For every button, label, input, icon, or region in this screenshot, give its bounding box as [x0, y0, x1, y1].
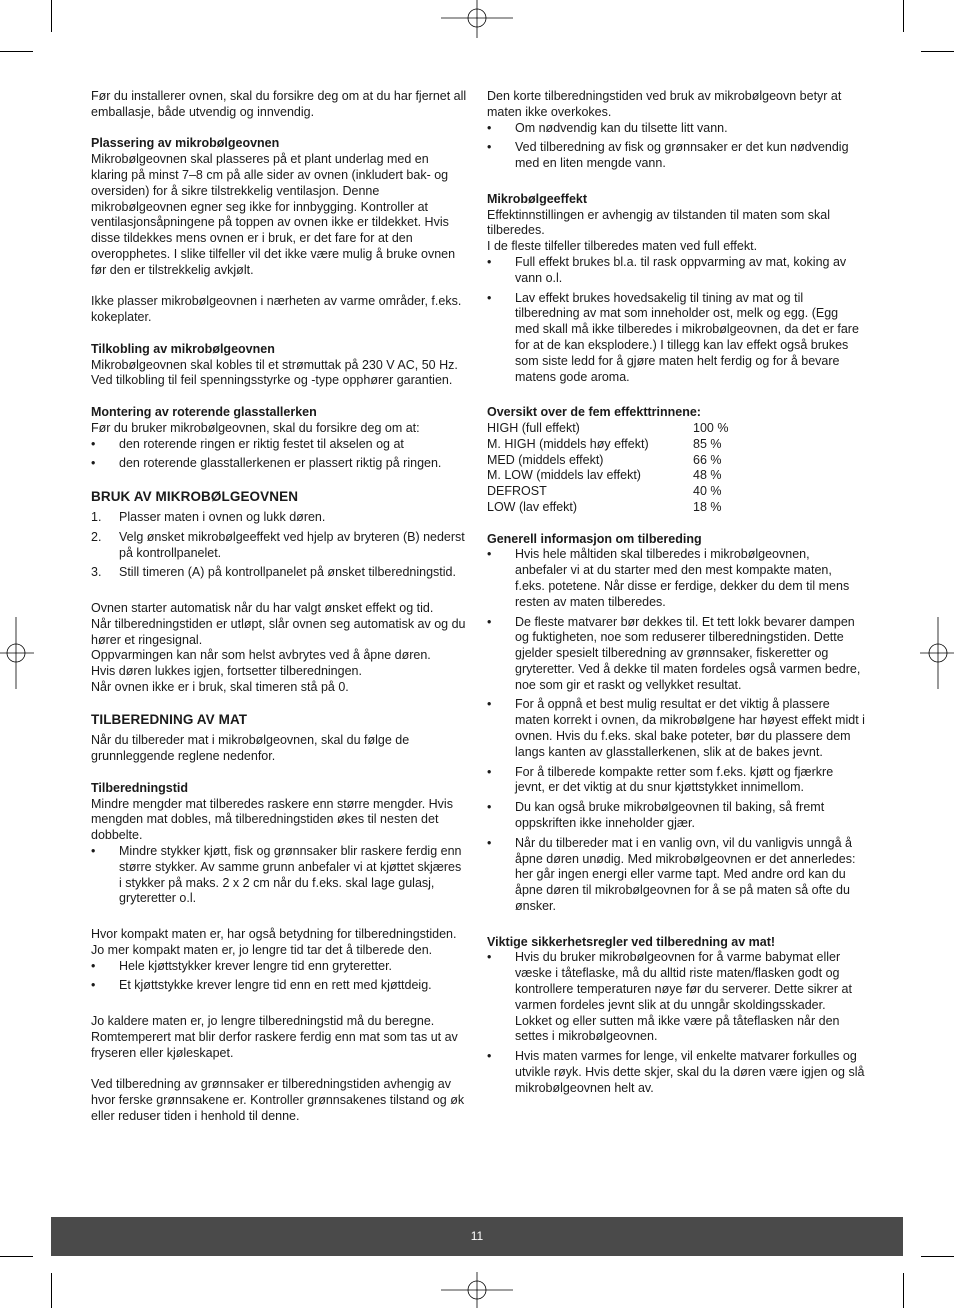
table-row: [487, 500, 728, 516]
list-item: [487, 1049, 865, 1096]
usage-line: Oppvarmingen kan når som helst avbrytes ved å åpne døren.: [91, 648, 431, 663]
table-row: [487, 468, 728, 484]
list-item: [487, 547, 865, 610]
level-value: 48 %: [693, 468, 722, 483]
list-item: [91, 844, 467, 907]
cooking-time-heading: Tilberedningstid: [91, 780, 188, 795]
cooking-intro: Når du tilbereder mat i mikrobølgeovnen, skal du følge de grunnleggende reglene nedenfor.: [91, 733, 410, 764]
turntable-text: Før du bruker mikrobølgeovnen, skal du forsikre deg om at:: [91, 420, 420, 435]
step-text: Plasser maten i ovnen og lukk døren.: [119, 509, 326, 524]
list-item-text: Lav effekt brukes hovedsakelig til tining av mat og til tilberedning av mat som inneholder ost, melk og egg. (Egg med skall må ikke tilberedes i mikrobølgeovnen, da det er fare for at de kan eksplodere.) I tillegg kan lav effekt også brukes som siste ledd for å gjøre maten helt ferdig og for å bevare matens gode aroma.: [515, 290, 859, 384]
bullet-marker: •: [487, 140, 492, 155]
bullet-marker: •: [487, 697, 492, 712]
power-text-2: I de fleste tilfeller tilberedes maten ved full effekt.: [487, 239, 758, 254]
list-item-text: Ved tilberedning av fisk og grønnsaker er det kun nødvendig med en liten mengde vann.: [515, 140, 849, 171]
list-item: [487, 291, 865, 386]
usage-line: Når ovnen ikke er i bruk, skal timeren stå på 0.: [91, 679, 349, 694]
level-label: M. HIGH (middels høy effekt): [487, 436, 649, 451]
list-item-text: Mindre stykker kjøtt, fisk og grønnsaker blir raskere ferdig enn større stykker. Av samme grunn anbefaler vi at kjøttet skjæres i stykker på maks. 2 x 2 cm når du f.eks. skal lage gulasj, gryteretter o.l.: [119, 844, 462, 906]
step-text: Still timeren (A) på kontrollpanelet på ønsket tilberedningstid.: [119, 565, 456, 580]
bullet-marker: •: [487, 290, 492, 305]
bullet-marker: •: [487, 120, 492, 135]
list-item-text: Hvis hele måltiden skal tilberedes i mikrobølgeovnen, anbefaler vi at du starter med den mest kompakte maten, f.eks. potetene. Når disse er ferdige, dekker du dem til mens resten av maten tilberedes.: [515, 547, 850, 609]
step-text: Velg ønsket mikrobølgeeffekt ved hjelp av bryteren (B) nederst på kontrollpanelet.: [119, 529, 465, 560]
usage-heading: BRUK AV MIKROBØLGEOVNEN: [91, 488, 299, 504]
list-item-text: Full effekt brukes bl.a. til rask oppvarming av mat, koking av vann o.l.: [515, 254, 847, 285]
cold-food-text: Jo kaldere maten er, jo lengre tilberedningstid må du beregne. Romtemperert mat blir derfor raskere ferdig enn mat som tas ut av fryseren eller kjøleskapet.: [91, 1014, 458, 1060]
safety-list: [487, 950, 865, 1096]
level-value: 40 %: [693, 484, 722, 499]
list-item-text: den roterende glasstallerkenen er plassert riktig på ringen.: [119, 456, 442, 471]
list-item: [487, 836, 865, 915]
placement-text: Mikrobølgeovnen skal plasseres på et plant underlag med en klaring på minst 7–8 cm på alle sider av ovnen (inkludert bak- og oversiden) for å sikre tilstrekkelig ventilasjon. Denne mikrobølgeovnen egner seg ikke for innbygging. Kontroller at ventilasjonsåpningene på toppen av ovnen ikke er tildekket. Hvis disse tildekkes mens ovnen er i bruk, er det fare for at den overopphetes. I slike tilfeller vil det ikke være mulig å bruke ovnen før den er tilstrekkelig avkjølt.: [91, 152, 456, 277]
short-time-list: [487, 121, 865, 172]
list-item: [487, 140, 865, 172]
table-row: [487, 421, 728, 437]
registration-mark-top: [441, 0, 513, 38]
list-item: [487, 697, 865, 760]
list-item: [91, 959, 467, 975]
list-item: [91, 456, 467, 472]
general-heading: Generell informasjon om tilbereding: [487, 531, 702, 546]
power-heading: Mikrobølgeeffekt: [487, 191, 588, 206]
list-item: [487, 765, 865, 797]
left-column: [91, 89, 467, 1125]
list-item: [487, 255, 865, 287]
level-value: 100 %: [693, 420, 729, 435]
bullet-marker: •: [487, 547, 492, 562]
level-label: DEFROST: [487, 484, 547, 499]
turntable-list: [91, 437, 467, 473]
power-list: [487, 255, 865, 385]
turntable-heading: Montering av roterende glasstallerken: [91, 404, 317, 419]
list-item: [487, 121, 865, 137]
registration-mark-bottom: [441, 1272, 513, 1308]
page-number: 11: [470, 1229, 484, 1243]
bullet-marker: •: [487, 614, 492, 629]
cooking-time-text: Mindre mengder mat tilberedes raskere enn større mengder. Hvis mengden mat dobles, må tilberedningstiden økes til nesten det dobbelte.: [91, 796, 453, 843]
level-value: 85 %: [693, 436, 722, 451]
bullet-marker: •: [487, 835, 492, 850]
power-levels-table: [487, 421, 728, 516]
bullet-marker: •: [91, 978, 96, 993]
list-item: [487, 800, 865, 832]
bullet-marker: •: [487, 764, 492, 779]
vegetables-text: Ved tilberedning av grønnsaker er tilberedningstiden avhengig av hvor ferske grønnsakene er. Kontroller grønnsakenes tilstand og øk eller reduser tiden i henhold til denne.: [91, 1077, 465, 1123]
compact-text: Hvor kompakt maten er, har også betydning for tilberedningstiden. Jo mer kompakt maten er, jo lengre tid tar det å tilberede den.: [91, 927, 457, 957]
level-value: 18 %: [693, 499, 722, 514]
general-list: [487, 547, 865, 915]
list-item-text: Om nødvendig kan du tilsette litt vann.: [515, 120, 728, 135]
levels-heading: Oversikt over de fem effekttrinnene:: [487, 405, 701, 420]
short-time-text: Den korte tilberedningstiden ved bruk av mikrobølgeovn betyr at maten ikke overkokes.: [487, 89, 842, 119]
registration-mark-right: [920, 617, 954, 689]
bullet-marker: •: [91, 436, 96, 451]
level-label: LOW (lav effekt): [487, 499, 578, 514]
step-number: 2.: [91, 529, 102, 544]
list-item: [91, 437, 467, 453]
right-column: [487, 89, 865, 1097]
bullet-marker: •: [91, 958, 96, 973]
intro-text: Før du installerer ovnen, skal du forsikre deg om at du har fjernet all emballasje, både utvendig og innvendig.: [91, 89, 467, 119]
list-item-text: Du kan også bruke mikrobølgeovnen til baking, så fremt oppskriften ikke inneholder gjær.: [515, 800, 825, 831]
cooking-heading: TILBEREDNING AV MAT: [91, 712, 248, 728]
connection-heading: Tilkobling av mikrobølgeovnen: [91, 341, 275, 356]
connection-text: Mikrobølgeovnen skal kobles til et strømuttak på 230 V AC, 50 Hz. Ved tilkobling til feil spenningsstyrke og -type opphører garantien.: [91, 357, 458, 388]
list-item: [487, 950, 865, 1045]
list-item-text: Hvis maten varmes for lenge, vil enkelte matvarer forkulles og utvikle røyk. Hvis dette skjer, skal du la døren være igjen og slå mikrobølgeovnen helt av.: [515, 1049, 865, 1095]
bullet-marker: •: [487, 950, 492, 965]
step-item: [91, 530, 467, 562]
usage-line: Ovnen starter automatisk når du har valgt ønsket effekt og tid.: [91, 600, 434, 615]
list-item-text: Et kjøttstykke krever lengre tid enn en rett med kjøttdeig.: [119, 978, 432, 993]
bullet-marker: •: [91, 844, 96, 859]
bullet-marker: •: [91, 456, 96, 471]
bullet-marker: •: [487, 1049, 492, 1064]
usage-line: Hvis døren lukkes igjen, fortsetter tilberedningen.: [91, 664, 362, 679]
cooking-time-list: [91, 844, 467, 907]
step-item: [91, 510, 467, 526]
usage-line: Når tilberedningstiden er utløpt, slår ovnen seg automatisk av og du hører et ringesignal.: [91, 616, 466, 647]
level-label: M. LOW (middels lav effekt): [487, 468, 641, 483]
level-label: MED (middels effekt): [487, 452, 604, 467]
footer-band: [51, 1217, 903, 1256]
list-item-text: Hele kjøttstykker krever lengre tid enn gryteretter.: [119, 958, 393, 973]
list-item: [487, 615, 865, 694]
step-number: 1.: [91, 509, 102, 524]
level-value: 66 %: [693, 452, 722, 467]
list-item: [91, 978, 467, 994]
placement-text-2: Ikke plasser mikrobølgeovnen i nærheten av varme områder, f.eks. kokeplater.: [91, 294, 462, 325]
bullet-marker: •: [487, 800, 492, 815]
table-row: [487, 453, 728, 469]
usage-steps: [91, 510, 467, 581]
registration-mark-left: [0, 617, 34, 689]
power-text-1: Effektinnstillingen er avhengig av tilstanden til maten som skal tilberedes.: [487, 207, 831, 238]
step-item: [91, 565, 467, 581]
list-item-text: De fleste matvarer bør dekkes til. Et tett lokk bevarer dampen og fuktigheten, noe som reduserer tilberedningstiden. Dette gjelder spesielt tilberedning av grønnsaker, fiskeretter og gryteretter. Ved å dekke til maten fordeles også varmen bedre, noe som gir et raskt og vellykket resultat.: [515, 614, 861, 692]
level-label: HIGH (full effekt): [487, 420, 580, 435]
step-number: 3.: [91, 565, 102, 580]
bullet-marker: •: [487, 254, 492, 269]
placement-heading: Plassering av mikrobølgeovnen: [91, 136, 280, 151]
table-row: [487, 437, 728, 453]
compact-list: [91, 959, 467, 995]
list-item-text: For å tilberede kompakte retter som f.eks. kjøtt og fjærkre jevnt, er det viktig at du snur kjøttstykket innimellom.: [515, 764, 834, 795]
list-item-text: Når du tilbereder mat i en vanlig ovn, vil du vanligvis unngå å åpne døren unødig. Med mikrobølgeovnen er det annerledes: her går ingen energi eller varme tapt. Med andre ord kan du åpne døren til mikrobølgeovnen for å se på maten så ofte du ønsker.: [515, 835, 856, 914]
table-row: [487, 484, 728, 500]
list-item-text: den roterende ringen er riktig festet til akselen og at: [119, 436, 404, 451]
safety-heading: Viktige sikkerhetsregler ved tilberedning av mat!: [487, 934, 776, 949]
list-item-text: For å oppnå et best mulig resultat er det viktig å plassere maten korrekt i ovnen, da mikrobølgene har høyest effekt midt i ovnen. Hvis du f.eks. skal bake poteter, bør du plassere dem langs kanten av glasstallerkenen, slik at de bakes jevnt.: [515, 697, 865, 759]
list-item-text: Hvis du bruker mikrobølgeovnen for å varme babymat eller væske i tåteflaske, må du alltid riste maten/flasken godt og kontrollere temperaturen nøye før du serverer. Dette sikrer at varmen fordeles jevnt slik at du unngår skoldingsskader. Lokket og eller sutten må ikke være på tåteflasken når den settes i mikrobølgeovnen.: [515, 950, 852, 1044]
